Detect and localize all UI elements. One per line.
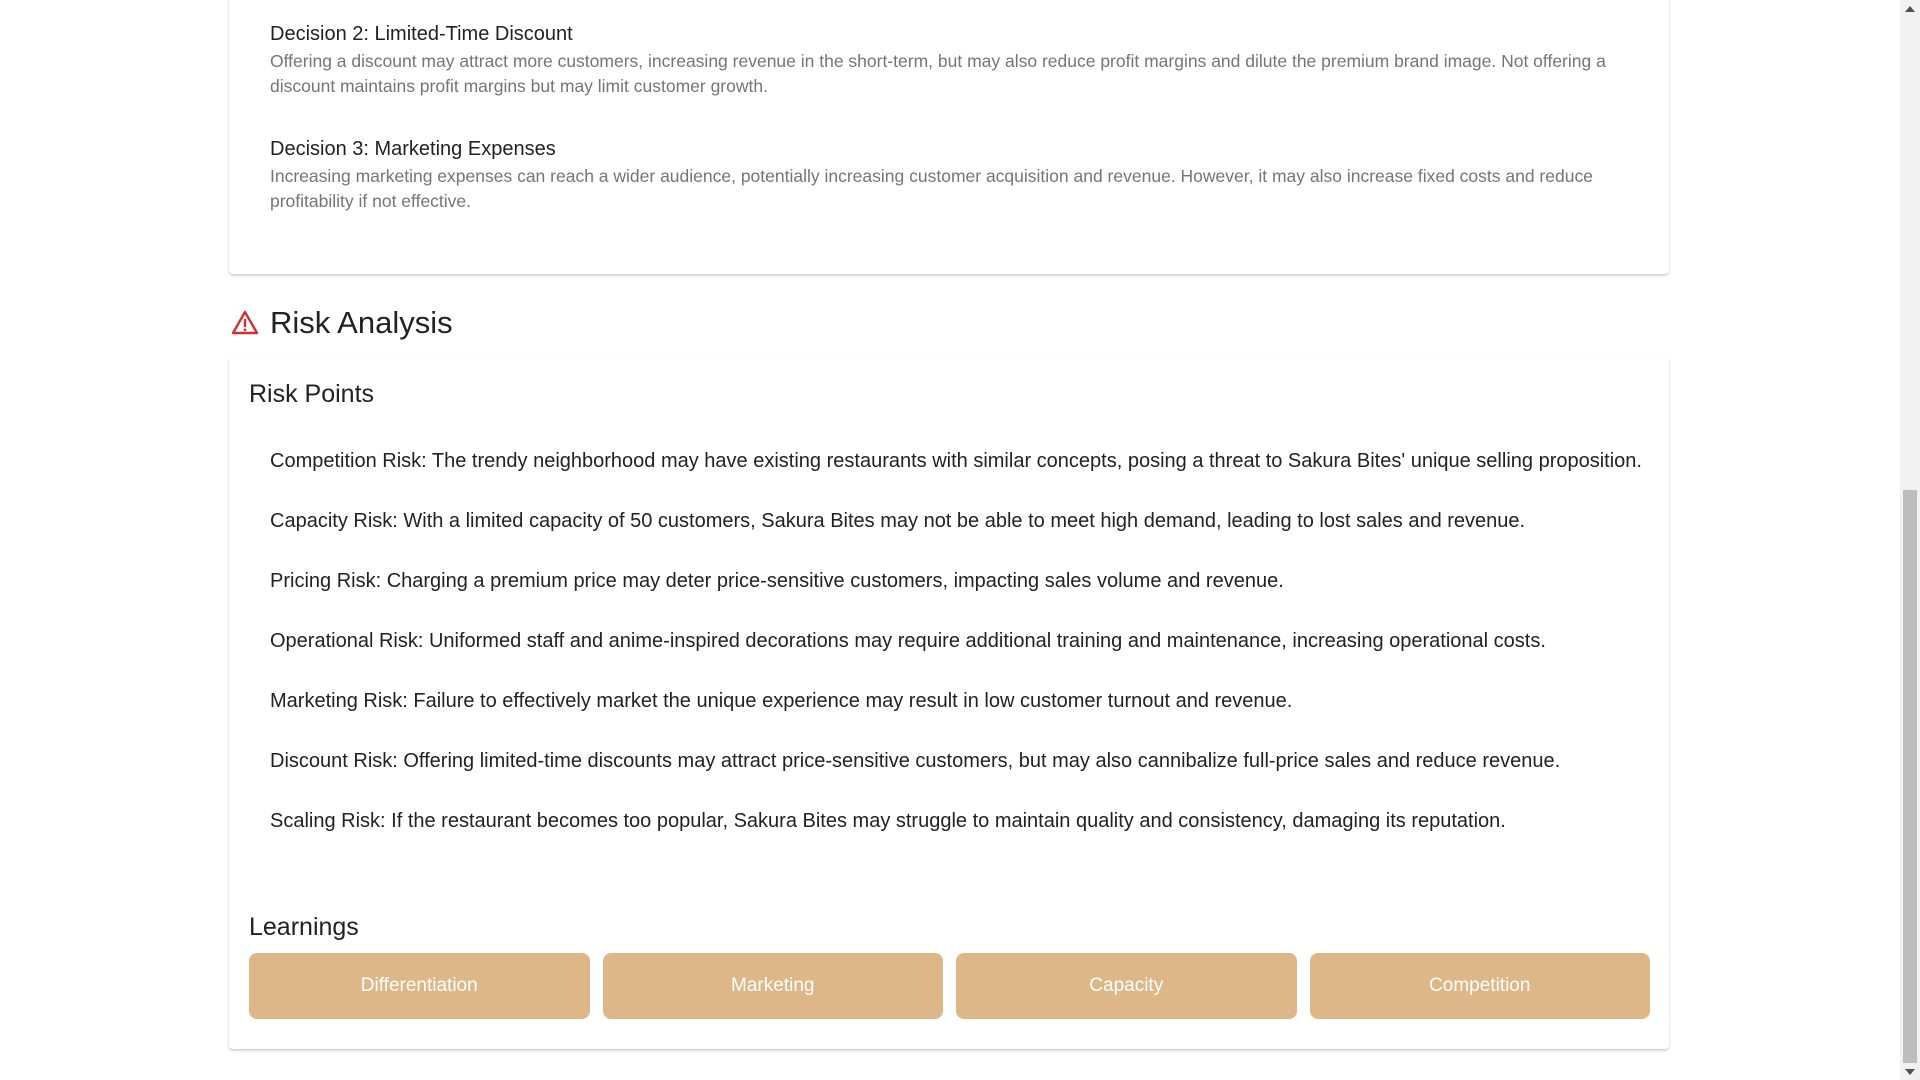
scroll-up-arrow-icon[interactable] [1900, 0, 1920, 17]
learning-button-capacity[interactable]: Capacity [956, 953, 1297, 1019]
risk-point: Competition Risk: The trendy neighborhood may have existing restaurants with similar concepts, posing a threat to Sakura Bites' unique selling proposition. [270, 450, 1642, 472]
risk-analysis-heading [231, 303, 453, 343]
scroll-down-arrow-icon[interactable] [1900, 1063, 1920, 1080]
section-title: Risk Analysis [270, 305, 453, 340]
learning-button-differentiation[interactable]: Differentiation [249, 953, 590, 1019]
scrollbar-thumb[interactable] [1903, 490, 1917, 1063]
decision-item [270, 21, 1660, 99]
learning-button-marketing[interactable]: Marketing [603, 953, 944, 1019]
decision-item [270, 136, 1660, 214]
decision-title: Decision 2: Limited-Time Discount [270, 23, 573, 45]
risk-point: Capacity Risk: With a limited capacity of 50 customers, Sakura Bites may not be able to meet high demand, leading to lost sales and revenue. [270, 510, 1526, 532]
decision-description: Increasing marketing expenses can reach a wider audience, potentially increasing customer acquisition and revenue. However, it may also increase fixed costs and reduce profitability if not effective. [270, 166, 1593, 211]
risk-card [229, 356, 1669, 1049]
risk-points-list [270, 446, 1660, 866]
risk-point: Pricing Risk: Charging a premium price may deter price-sensitive customers, impacting sales volume and revenue. [270, 570, 1284, 592]
decisions-card [229, 0, 1669, 274]
decision-description: Offering a discount may attract more customers, increasing revenue in the short-term, but may also reduce profit margins and dilute the premium brand image. Not offering a discount maintains profit margins but may limit customer growth. [270, 51, 1606, 96]
risk-points-heading: Risk Points [249, 380, 375, 408]
risk-point: Scaling Risk: If the restaurant becomes too popular, Sakura Bites may struggle to maintain quality and consistency, damaging its reputation. [270, 810, 1506, 832]
risk-point: Operational Risk: Uniformed staff and anime-inspired decorations may require additional training and maintenance, increasing operational costs. [270, 630, 1546, 652]
vertical-scrollbar[interactable] [1900, 0, 1920, 1080]
learnings-heading: Learnings [249, 913, 359, 941]
risk-point: Marketing Risk: Failure to effectively market the unique experience may result in low customer turnout and revenue. [270, 690, 1293, 712]
decision-title: Decision 3: Marketing Expenses [270, 138, 556, 160]
risk-point: Discount Risk: Offering limited-time discounts may attract price-sensitive customers, but may also cannibalize full-price sales and reduce revenue. [270, 750, 1561, 772]
learning-button-competition[interactable]: Competition [1310, 953, 1651, 1019]
learnings-buttons [249, 953, 1650, 1019]
warning-triangle-icon [231, 309, 259, 337]
